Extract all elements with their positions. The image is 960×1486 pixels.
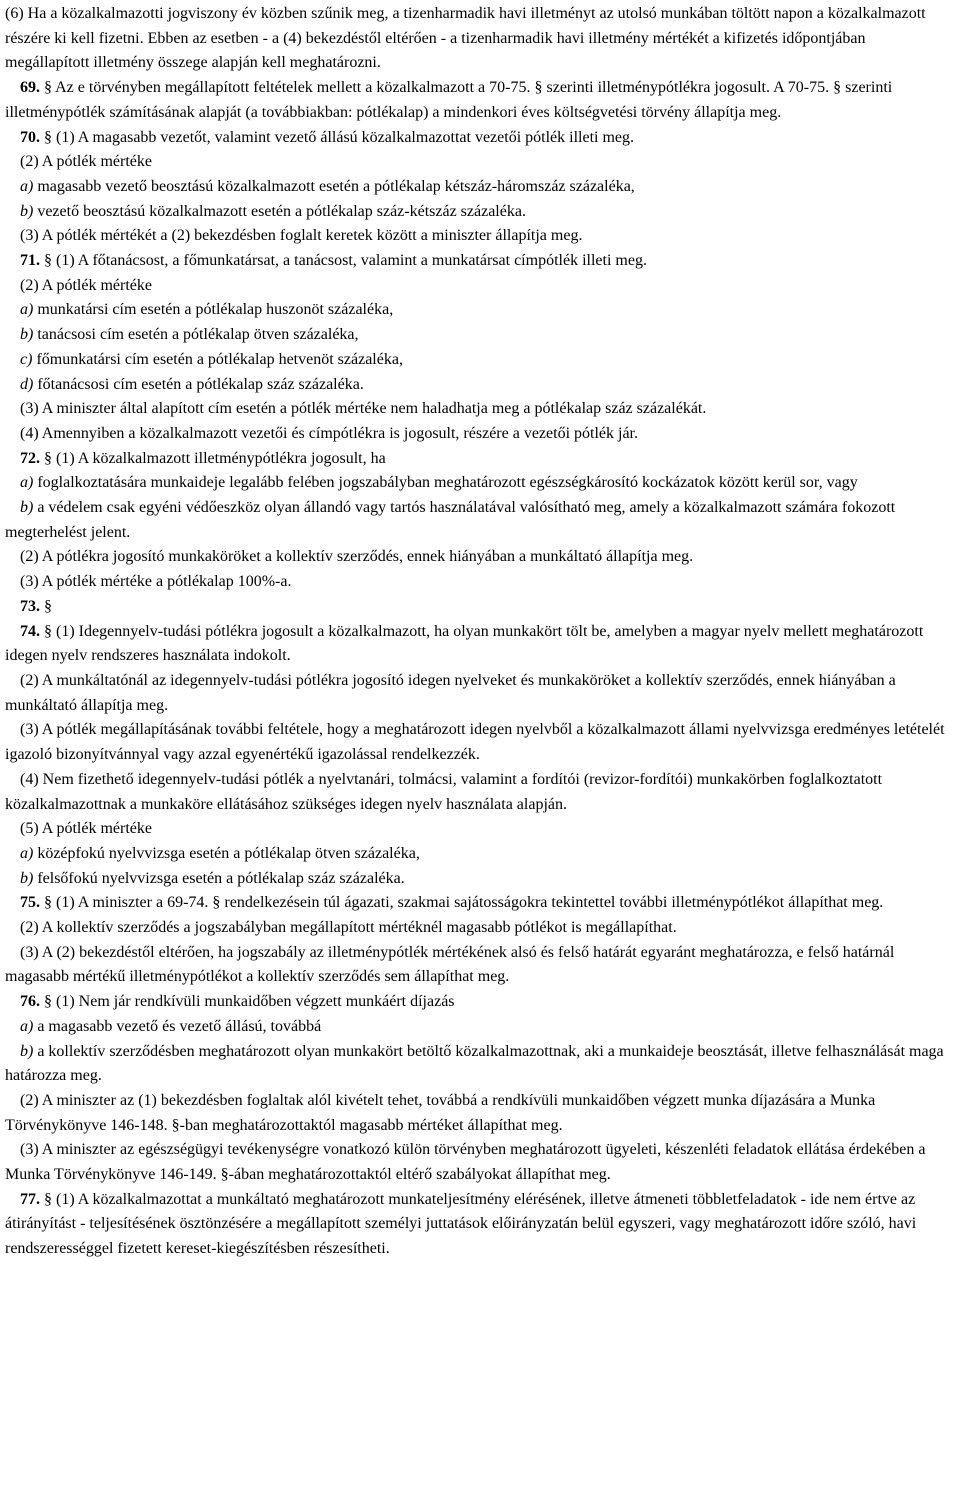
section-69 [5, 76, 952, 125]
section-71-2a [5, 298, 952, 323]
text: (2) A miniszter az (1) bekezdésben foglaltak alól kivételt tehet, továbbá a rendkívüli munkaidőben végzett munka díjazására a Munka Törvénykönyve 146-148. §-ban meghatározottaktól magasabb mértéket állapíthat meg. [5, 1091, 876, 1134]
text: (3) A miniszter az egészségügyi tevékenységre vonatkozó külön törvényben meghatározott ügyeleti, készenléti feladatok ellátása érdekében a Munka Törvénykönyve 146-149. §-ában meghatározottaktól eltérő szabályokat állapíthat meg. [5, 1141, 926, 1184]
text: főtanácsosi cím esetén a pótlékalap száz százaléka. [33, 375, 364, 393]
paragraph-6 [5, 2, 952, 76]
point-label: b) [20, 326, 34, 344]
text: felsőfokú nyelvvizsga esetén a pótlékalap száz százaléka. [33, 869, 405, 887]
section-73 [5, 595, 952, 620]
text: a védelem csak egyéni védőeszköz olyan állandó vagy tartós használatával valósítható meg, amely a közalkalmazott számára fokozott megterhelést jelent. [5, 499, 896, 541]
point-label: a) [20, 1017, 34, 1035]
text: a kollektív szerződésben meghatározott olyan munkakört betöltő közalkalmazottnak, aki a munkaideje beosztását, illetve felhasználását maga határozza meg. [5, 1042, 944, 1085]
section-71-2c [5, 348, 952, 373]
section-72-1 [5, 447, 952, 472]
section-number: 77. [20, 1190, 44, 1208]
section-number: 72. [20, 449, 44, 467]
text: § (1) A közalkalmazottat a munkáltató meghatározott munkateljesítmény elérésének, illetve átmeneti többletfeladatok - ide nem értve az átirányítást - teljesítésének ösztönzésére a megállapított személyi juttatások előirányzatán belül egyszeri, vagy meghatározott időre szóló, havi rendszerességgel fizetett kereset-kiegészítésben részesítheti. [5, 1190, 917, 1258]
section-76-1 [5, 990, 952, 1015]
text: § (1) A főtanácsost, a főmunkatársat, a tanácsost, valamint a munkatársat címpótlék illeti meg. [44, 252, 647, 270]
text: § (1) A magasabb vezetőt, valamint vezető állású közalkalmazottat vezetői pótlék illeti meg. [44, 128, 635, 146]
section-70-2b [5, 200, 952, 225]
section-74-5 [5, 817, 952, 842]
text: § [44, 597, 52, 615]
section-75-3 [5, 941, 952, 990]
section-71-2b [5, 323, 952, 348]
point-label: b) [20, 499, 34, 517]
text: (4) Amennyiben a közalkalmazott vezetői és címpótlékra is jogosult, részére a vezetői pótlék jár. [20, 424, 638, 442]
text: (3) A pótlék mértéke a pótlékalap 100%-a. [20, 573, 292, 591]
text: vezető beosztású közalkalmazott esetén a pótlékalap száz-kétszáz százaléka. [33, 202, 526, 220]
section-71-4 [5, 422, 952, 447]
section-72-3 [5, 570, 952, 595]
point-label: a) [20, 844, 34, 862]
point-label: d) [20, 375, 34, 393]
text: (5) A pótlék mértéke [20, 820, 152, 838]
section-number: 76. [20, 993, 44, 1011]
section-number: 71. [20, 252, 44, 270]
text: (3) A (2) bekezdéstől eltérően, ha jogszabály az illetménypótlék mértékének alsó és felső határát egyaránt meghatározza, e felső határnál magasabb mértékű illetménypótlékot a kollektív szerződés sem állapíthat meg. [5, 943, 895, 986]
point-label: a) [20, 177, 34, 195]
point-label: b) [20, 1042, 34, 1060]
text: magasabb vezető beosztású közalkalmazott esetén a pótlékalap kétszáz-háromszáz százaléka, [33, 177, 635, 195]
section-74-2 [5, 669, 952, 718]
text: foglalkoztatására munkaideje legalább felében jogszabályban meghatározott egészségkárosító kockázatok között kerül sor, vagy [33, 474, 858, 492]
text: (2) A munkáltatónál az idegennyelv-tudási pótlékra jogosító idegen nyelveket és munkaköröket a kollektív szerződés, ennek hiányában a munkáltató állapítja meg. [5, 671, 896, 714]
text: főmunkatársi cím esetén a pótlékalap hetvenöt százaléka, [32, 350, 403, 368]
section-70-3 [5, 224, 952, 249]
point-label: b) [20, 869, 34, 887]
section-76-3 [5, 1138, 952, 1187]
section-71-3 [5, 397, 952, 422]
text: (2) A kollektív szerződés a jogszabályban megállapított mértéknél magasabb pótlékot is megállapíthat. [20, 919, 677, 937]
section-70-2a [5, 175, 952, 200]
section-71-2 [5, 274, 952, 299]
section-number: 70. [20, 128, 44, 146]
text: § (1) A közalkalmazott illetménypótlékra jogosult, ha [44, 449, 386, 467]
text: munkatársi cím esetén a pótlékalap huszonöt százaléka, [33, 301, 394, 319]
text: (4) Nem fizethető idegennyelv-tudási pótlék a nyelvtanári, tolmácsi, valamint a fordítói (revizor-fordítói) munkakörben foglalkoztatott közalkalmazottnak a munkaköre ellátásához szükséges idegen nyelv használata alapján. [5, 770, 883, 813]
text: § Az e törvényben megállapított feltételek mellett a közalkalmazott a 70-75. § szerinti illetménypótlékra jogosult. A 70-75. § szerinti illetménypótlék számításának alapját (a továbbiakban: pótlékalap) a mindenkori éves költségvetési törvény állapítja meg. [5, 79, 893, 121]
section-76-2 [5, 1089, 952, 1138]
section-number: 69. [20, 79, 44, 97]
section-72-1a [5, 471, 952, 496]
section-72-2 [5, 545, 952, 570]
section-75-1 [5, 891, 952, 916]
text: (2) A pótlék mértéke [20, 153, 152, 171]
section-75-2 [5, 916, 952, 941]
point-label: a) [20, 301, 34, 319]
section-number: 75. [20, 894, 44, 912]
text: (6) Ha a közalkalmazotti jogviszony év közben szűnik meg, a tizenharmadik havi illetményt az utolsó munkában töltött napon a közalkalmazott részére ki kell fizetni. Ebben az esetben - a (4) bekezdéstől eltérően - a tizenharmadik havi illetmény mértékét a kifizetés időpontjában megállapított illetmény összege alapján kell meghatározni. [5, 5, 926, 72]
text: (2) A pótlék mértéke [20, 276, 152, 294]
section-71-2d [5, 373, 952, 398]
text: (3) A pótlék megállapításának további feltétele, hogy a meghatározott idegen nyelvből a közalkalmazott állami nyelvvizsga eredményes letételét igazoló bizonyítvánnyal vagy azzal egyenértékű igazolással rendelkezzék. [5, 721, 945, 764]
section-number: 74. [20, 622, 44, 640]
text: (2) A pótlékra jogosító munkaköröket a kollektív szerződés, ennek hiányában a munkáltató állapítja meg. [20, 548, 694, 566]
section-74-1 [5, 620, 952, 669]
section-74-3 [5, 718, 952, 767]
section-77-1 [5, 1188, 952, 1262]
section-74-5a [5, 842, 952, 867]
text: középfokú nyelvvizsga esetén a pótlékalap ötven százaléka, [33, 844, 420, 862]
point-label: c) [20, 350, 33, 368]
text: tanácsosi cím esetén a pótlékalap ötven százaléka, [33, 326, 359, 344]
section-number: 73. [20, 597, 44, 615]
text: (3) A miniszter által alapított cím esetén a pótlék mértéke nem haladhatja meg a pótlékalap száz százalékát. [20, 400, 707, 418]
text: a magasabb vezető és vezető állású, továbbá [33, 1017, 322, 1035]
section-72-1b [5, 496, 952, 545]
section-74-4 [5, 768, 952, 817]
section-70-1 [5, 126, 952, 151]
text: (3) A pótlék mértékét a (2) bekezdésben foglalt keretek között a miniszter állapítja meg. [20, 227, 583, 245]
section-76-1b [5, 1040, 952, 1089]
section-74-5b [5, 867, 952, 892]
text: § (1) A miniszter a 69-74. § rendelkezésein túl ágazati, szakmai sajátosságokra tekintettel további illetménypótlékot állapíthat meg. [44, 894, 884, 912]
section-76-1a [5, 1015, 952, 1040]
section-71-1 [5, 249, 952, 274]
text: § (1) Nem jár rendkívüli munkaidőben végzett munkáért díjazás [44, 993, 455, 1011]
point-label: a) [20, 474, 34, 492]
point-label: b) [20, 202, 34, 220]
text: § (1) Idegennyelv-tudási pótlékra jogosult a közalkalmazott, ha olyan munkakört tölt be, amelyben a magyar nyelv mellett meghatározott idegen nyelv rendszeres használata indokolt. [5, 622, 924, 665]
section-70-2 [5, 150, 952, 175]
